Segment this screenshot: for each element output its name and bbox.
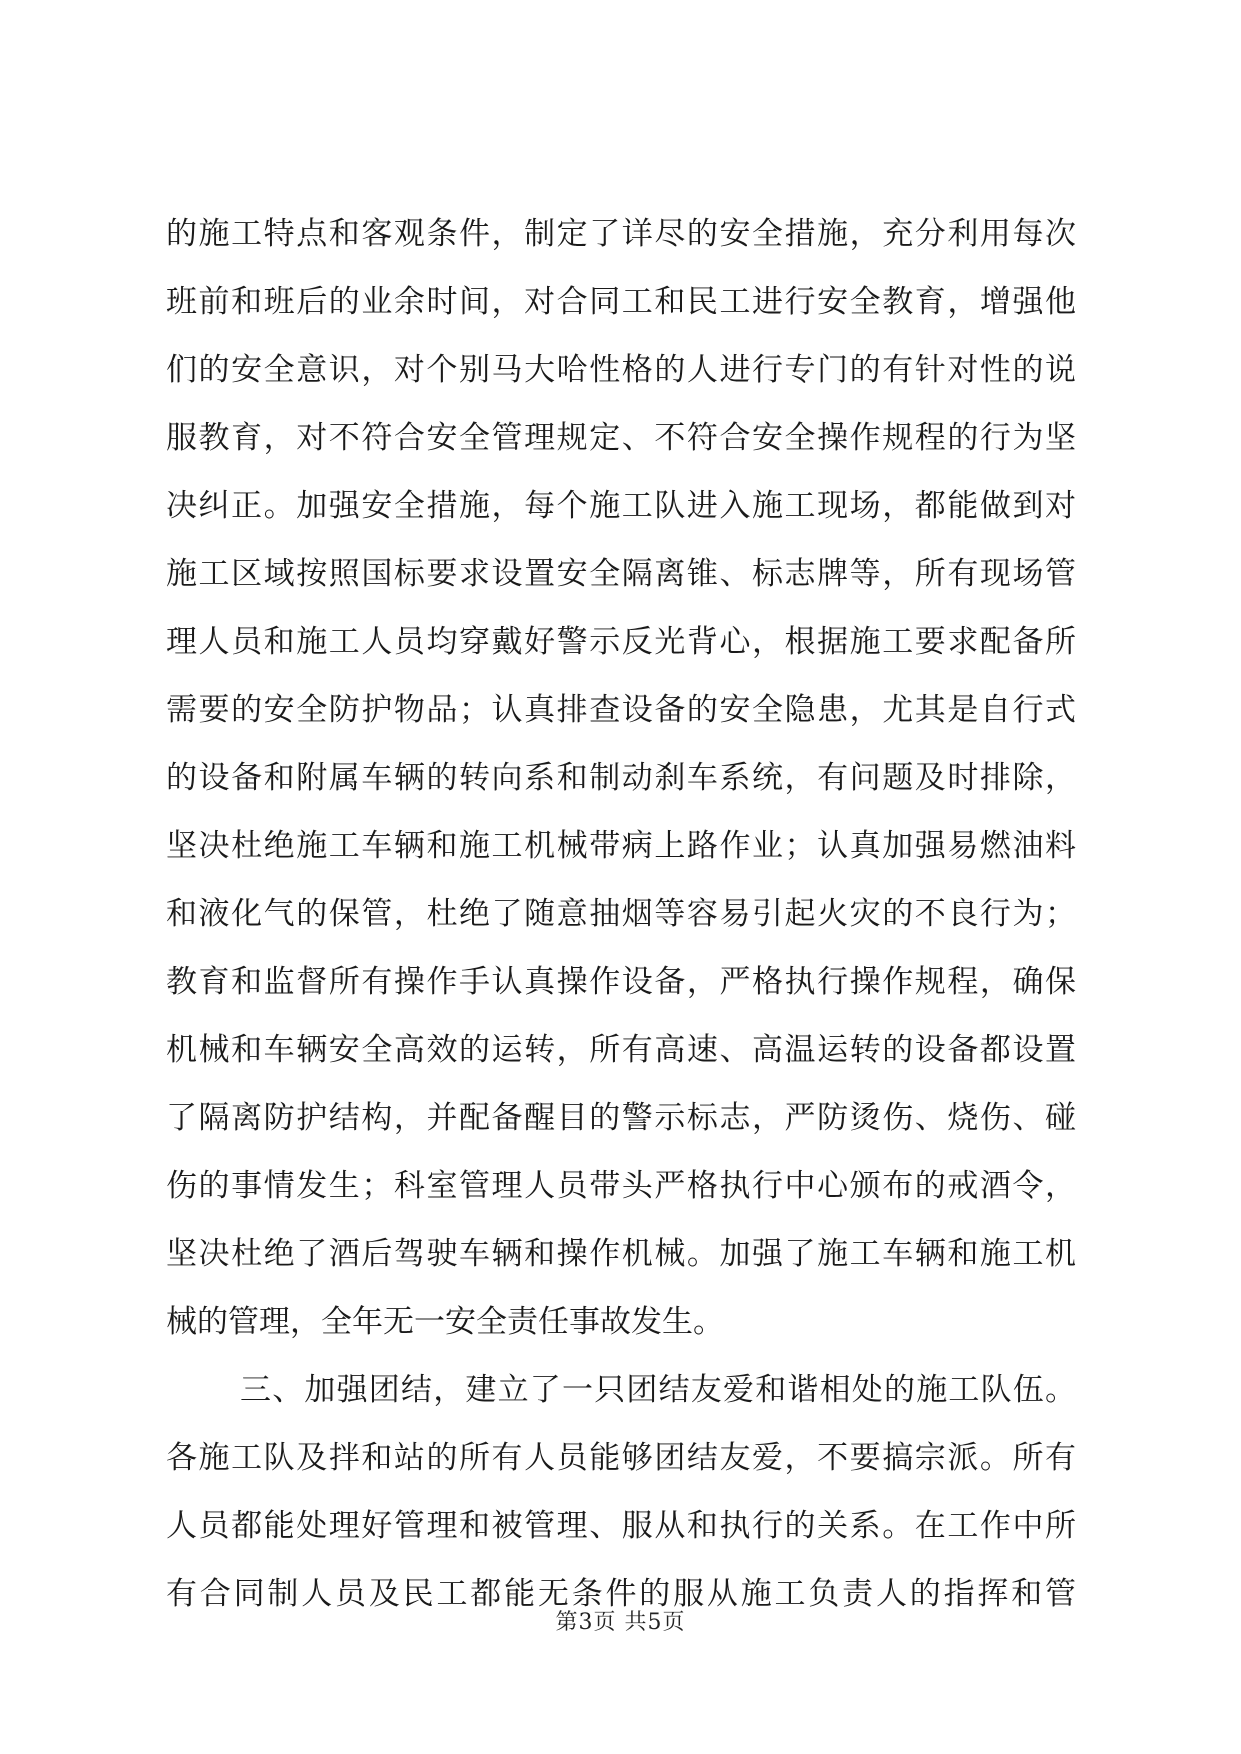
section-heading-line: 三、加强团结，建立了一只团结友爱和谐相处的施工队伍。	[240, 1372, 1076, 1408]
document-body	[166, 200, 1076, 1628]
text-line: 班前和班后的业余时间，对合同工和民工进行安全教育，增强他	[166, 284, 1076, 320]
text-line: 坚决杜绝施工车辆和施工机械带病上路作业；认真加强易燃油料	[166, 828, 1076, 864]
text-line: 各施工队及拌和站的所有人员能够团结友爱，不要搞宗派。所有	[166, 1440, 1076, 1476]
text-line: 教育和监督所有操作手认真操作设备，严格执行操作规程，确保	[166, 964, 1076, 1000]
text-line: 们的安全意识，对个别马大哈性格的人进行专门的有针对性的说	[166, 352, 1076, 388]
text-line: 人员都能处理好管理和被管理、服从和执行的关系。在工作中所	[166, 1508, 1076, 1544]
text-line: 坚决杜绝了酒后驾驶车辆和操作机械。加强了施工车辆和施工机	[166, 1236, 1076, 1272]
text-line: 需要的安全防护物品；认真排查设备的安全隐患，尤其是自行式	[166, 692, 1076, 728]
text-line: 有合同制人员及民工都能无条件的服从施工负责人的指挥和管	[166, 1576, 1076, 1612]
text-line: 伤的事情发生；科室管理人员带头严格执行中心颁布的戒酒令，	[166, 1168, 1076, 1204]
text-line: 服教育，对不符合安全管理规定、不符合安全操作规程的行为坚	[166, 420, 1076, 456]
text-line: 施工区域按照国标要求设置安全隔离锥、标志牌等，所有现场管	[166, 556, 1076, 592]
page-number-footer: 第3页 共5页	[555, 1610, 686, 1635]
text-line: 和液化气的保管，杜绝了随意抽烟等容易引起火灾的不良行为；	[166, 896, 1076, 932]
text-line: 的施工特点和客观条件，制定了详尽的安全措施，充分利用每次	[166, 216, 1076, 252]
text-line: 的设备和附属车辆的转向系和制动刹车系统，有问题及时排除，	[166, 760, 1076, 796]
text-line: 械的管理，全年无一安全责任事故发生。	[166, 1304, 724, 1340]
text-line: 了隔离防护结构，并配备醒目的警示标志，严防烫伤、烧伤、碰	[166, 1100, 1076, 1136]
text-line: 理人员和施工人员均穿戴好警示反光背心，根据施工要求配备所	[166, 624, 1076, 660]
text-line: 机械和车辆安全高效的运转，所有高速、高温运转的设备都设置	[166, 1032, 1076, 1068]
text-line: 决纠正。加强安全措施，每个施工队进入施工现场，都能做到对	[166, 488, 1076, 524]
